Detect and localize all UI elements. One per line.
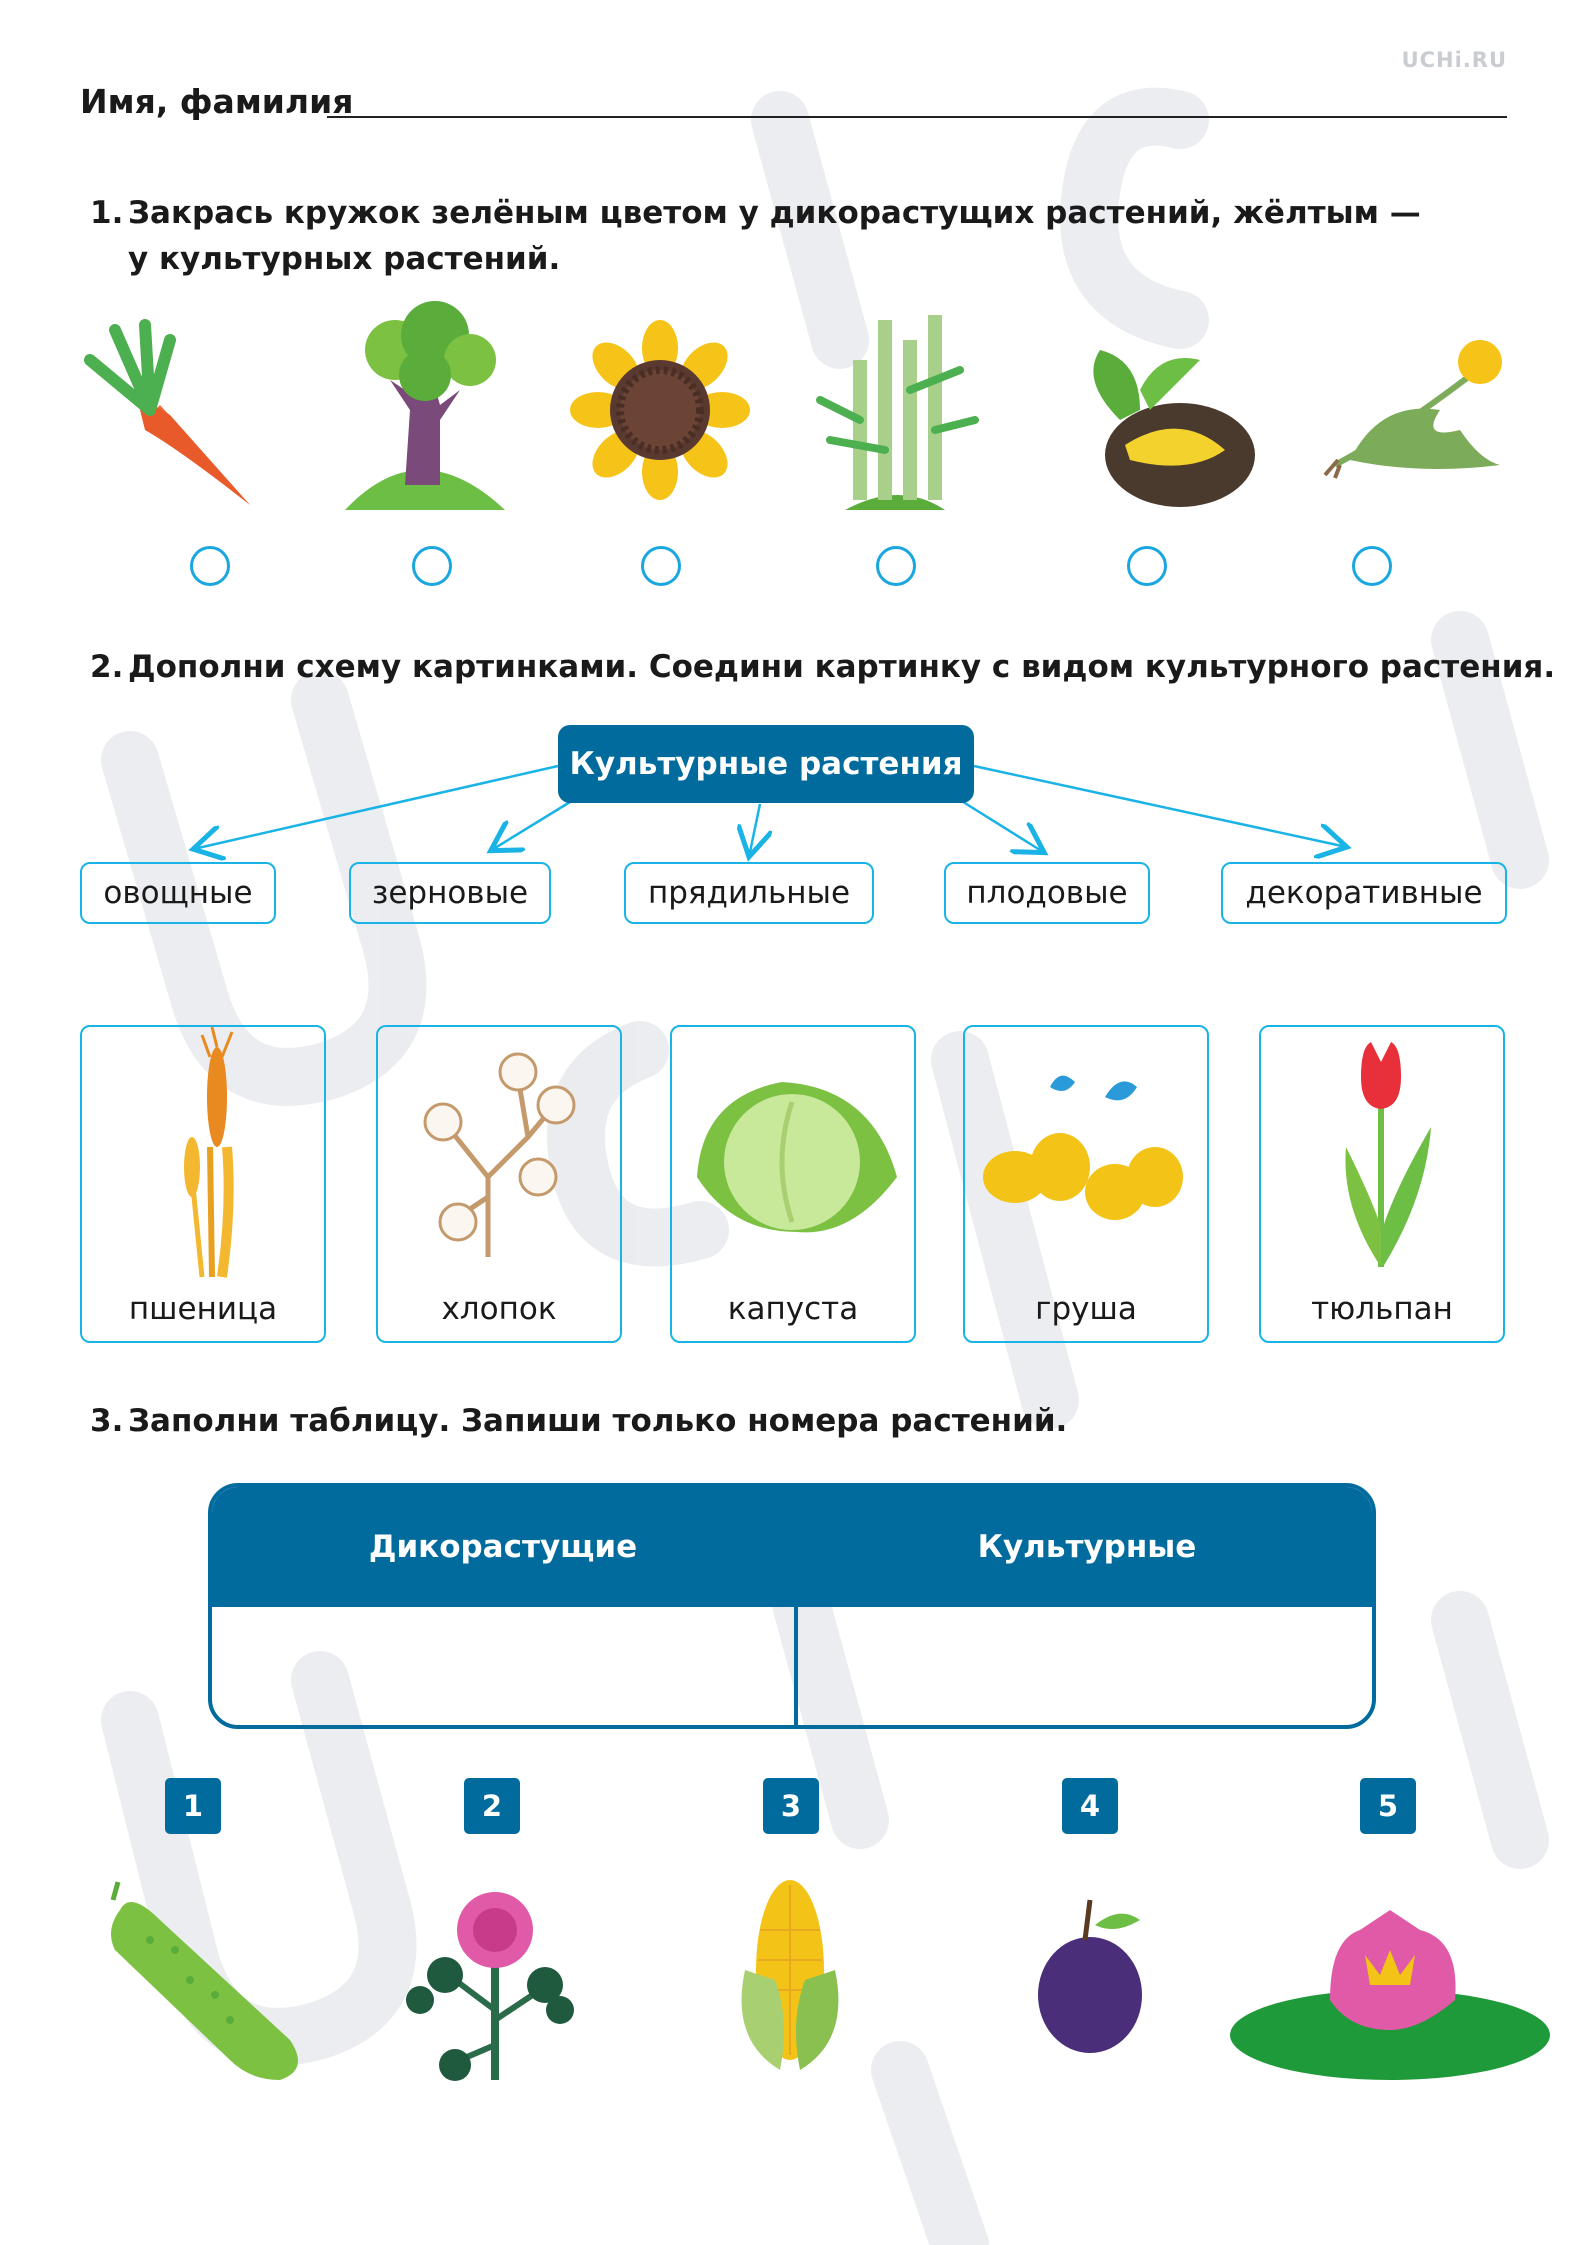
card-label: хлопок [441,1291,557,1327]
category-decorative[interactable]: декоративные [1221,862,1507,924]
answer-circle-1[interactable] [190,546,230,586]
answer-circle-3[interactable] [641,546,681,586]
card-label: груша [1035,1291,1137,1327]
answer-circle-6[interactable] [1352,546,1392,586]
pear-icon [965,1027,1211,1287]
tree-icon [345,301,505,510]
task1-instruction: 1. Закрась кружок зелёным цветом у дикорастущих растений, жёлтым — у культурных растений. [90,195,1421,277]
card-label: тюльпан [1311,1291,1453,1327]
scheme-header: Культурные растения [558,725,974,803]
cabbage-icon [672,1027,918,1287]
water-lily-icon [1230,1910,1550,2080]
card-cabbage[interactable] [670,1025,916,1343]
answer-table [208,1483,1376,1729]
cucumber-icon [111,1882,298,2080]
number-badge-3: 3 [763,1778,819,1834]
answer-circle-2[interactable] [412,546,452,586]
bamboo-icon [820,315,975,510]
number-badge-4: 4 [1062,1778,1118,1834]
cotton-icon [378,1027,624,1287]
category-grain[interactable]: зерновые [349,862,551,924]
answer-circle-5[interactable] [1127,546,1167,586]
number-badge-1: 1 [165,1778,221,1834]
category-fruit[interactable]: плодовые [944,862,1150,924]
task3-pictures [0,1870,1587,2090]
clover-icon [406,1892,574,2081]
carrot-icon [90,325,250,505]
column-cultivated: Культурные [977,1529,1197,1565]
name-input-line[interactable] [327,116,1507,118]
answer-circle-4[interactable] [876,546,916,586]
category-vegetable[interactable]: овощные [80,862,276,924]
task2-instruction: 2. Дополни схему картинками. Соедини картинку с видом культурного растения. [90,649,1556,685]
sunflower-icon [570,320,750,500]
task1-pictures [0,300,1587,530]
task3-instruction: 3. Заполни таблицу. Запиши только номера растений. [90,1403,1068,1439]
name-label: Имя, фамилия [80,82,354,121]
cell-cultivated[interactable] [798,1607,1376,1725]
card-pear[interactable] [963,1025,1209,1343]
category-fiber[interactable]: прядильные [624,862,874,924]
dandelion-icon [1325,340,1502,478]
brand-logo: UCHi.RU [1401,48,1507,72]
wheat-icon [82,1027,328,1287]
potato-icon [1093,350,1255,507]
number-badge-5: 5 [1360,1778,1416,1834]
cell-wild[interactable] [212,1607,794,1725]
card-cotton[interactable] [376,1025,622,1343]
card-tulip[interactable] [1259,1025,1505,1343]
plum-icon [1038,1900,1142,2053]
card-label: капуста [727,1291,859,1327]
column-wild: Дикорастущие [368,1529,638,1565]
card-wheat[interactable] [80,1025,326,1343]
number-badge-2: 2 [464,1778,520,1834]
corn-icon [742,1880,839,2070]
card-label: пшеница [128,1291,278,1327]
tulip-icon [1261,1027,1507,1287]
